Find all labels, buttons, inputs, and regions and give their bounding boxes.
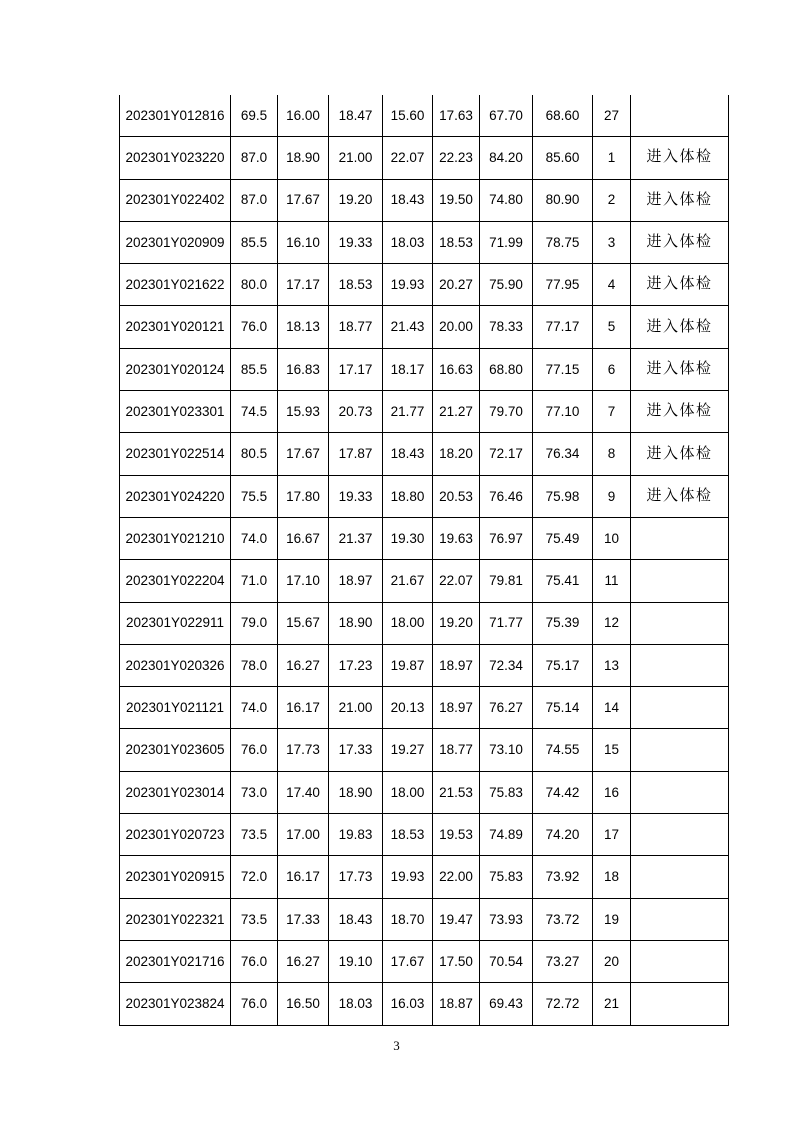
score-1-cell: 17.67 xyxy=(278,179,329,221)
table-row xyxy=(120,771,729,813)
rank-cell: 2 xyxy=(593,179,631,221)
table-row xyxy=(120,856,729,898)
score-2-cell: 18.43 xyxy=(329,898,383,940)
table-row xyxy=(120,95,729,137)
interview-score-cell: 85.5 xyxy=(231,221,278,263)
score-2-cell: 18.03 xyxy=(329,983,383,1025)
results-table xyxy=(119,95,729,1026)
interview-score-cell: 80.0 xyxy=(231,264,278,306)
total-score-cell: 78.75 xyxy=(533,221,593,263)
score-1-cell: 16.50 xyxy=(278,983,329,1025)
score-1-cell: 15.67 xyxy=(278,602,329,644)
results-table-body xyxy=(120,95,729,1025)
rank-cell: 27 xyxy=(593,95,631,137)
score-3-cell: 21.77 xyxy=(383,391,433,433)
rank-cell: 3 xyxy=(593,221,631,263)
status-cell: 进入体检 xyxy=(631,306,729,348)
total-score-cell: 77.15 xyxy=(533,348,593,390)
score-3-cell: 21.67 xyxy=(383,560,433,602)
score-5-cell: 69.43 xyxy=(480,983,533,1025)
status-cell xyxy=(631,898,729,940)
score-3-cell: 18.53 xyxy=(383,814,433,856)
table-row xyxy=(120,137,729,179)
candidate-id-cell: 202301Y021716 xyxy=(120,940,231,982)
score-1-cell: 15.93 xyxy=(278,391,329,433)
interview-score-cell: 73.5 xyxy=(231,898,278,940)
status-cell xyxy=(631,983,729,1025)
score-1-cell: 16.27 xyxy=(278,644,329,686)
table-row xyxy=(120,983,729,1025)
interview-score-cell: 87.0 xyxy=(231,179,278,221)
score-3-cell: 19.87 xyxy=(383,644,433,686)
score-2-cell: 21.00 xyxy=(329,687,383,729)
score-1-cell: 16.17 xyxy=(278,856,329,898)
score-5-cell: 76.97 xyxy=(480,517,533,559)
score-1-cell: 17.33 xyxy=(278,898,329,940)
score-4-cell: 18.97 xyxy=(433,687,480,729)
score-5-cell: 84.20 xyxy=(480,137,533,179)
score-5-cell: 67.70 xyxy=(480,95,533,137)
status-cell: 进入体检 xyxy=(631,391,729,433)
score-4-cell: 20.27 xyxy=(433,264,480,306)
total-score-cell: 73.92 xyxy=(533,856,593,898)
total-score-cell: 74.42 xyxy=(533,771,593,813)
table-row xyxy=(120,179,729,221)
status-cell xyxy=(631,814,729,856)
score-4-cell: 19.20 xyxy=(433,602,480,644)
rank-cell: 5 xyxy=(593,306,631,348)
candidate-id-cell: 202301Y022204 xyxy=(120,560,231,602)
score-4-cell: 21.27 xyxy=(433,391,480,433)
total-score-cell: 76.34 xyxy=(533,433,593,475)
table-row xyxy=(120,687,729,729)
score-3-cell: 18.03 xyxy=(383,221,433,263)
candidate-id-cell: 202301Y024220 xyxy=(120,475,231,517)
table-row xyxy=(120,729,729,771)
score-4-cell: 20.53 xyxy=(433,475,480,517)
interview-score-cell: 74.5 xyxy=(231,391,278,433)
rank-cell: 7 xyxy=(593,391,631,433)
score-5-cell: 76.27 xyxy=(480,687,533,729)
rank-cell: 18 xyxy=(593,856,631,898)
candidate-id-cell: 202301Y022402 xyxy=(120,179,231,221)
interview-score-cell: 76.0 xyxy=(231,983,278,1025)
score-3-cell: 19.93 xyxy=(383,264,433,306)
score-2-cell: 19.83 xyxy=(329,814,383,856)
score-3-cell: 18.17 xyxy=(383,348,433,390)
rank-cell: 15 xyxy=(593,729,631,771)
score-4-cell: 17.63 xyxy=(433,95,480,137)
score-2-cell: 17.87 xyxy=(329,433,383,475)
interview-score-cell: 76.0 xyxy=(231,729,278,771)
status-cell: 进入体检 xyxy=(631,475,729,517)
candidate-id-cell: 202301Y022911 xyxy=(120,602,231,644)
rank-cell: 10 xyxy=(593,517,631,559)
score-4-cell: 19.63 xyxy=(433,517,480,559)
score-3-cell: 18.43 xyxy=(383,433,433,475)
interview-score-cell: 72.0 xyxy=(231,856,278,898)
status-cell xyxy=(631,560,729,602)
candidate-id-cell: 202301Y021210 xyxy=(120,517,231,559)
candidate-id-cell: 202301Y020124 xyxy=(120,348,231,390)
candidate-id-cell: 202301Y021121 xyxy=(120,687,231,729)
score-3-cell: 17.67 xyxy=(383,940,433,982)
score-3-cell: 19.27 xyxy=(383,729,433,771)
status-cell xyxy=(631,95,729,137)
score-4-cell: 22.23 xyxy=(433,137,480,179)
table-row xyxy=(120,433,729,475)
score-4-cell: 18.20 xyxy=(433,433,480,475)
status-cell: 进入体检 xyxy=(631,179,729,221)
score-5-cell: 72.34 xyxy=(480,644,533,686)
score-1-cell: 17.67 xyxy=(278,433,329,475)
score-4-cell: 18.77 xyxy=(433,729,480,771)
score-4-cell: 22.07 xyxy=(433,560,480,602)
score-1-cell: 16.00 xyxy=(278,95,329,137)
candidate-id-cell: 202301Y020326 xyxy=(120,644,231,686)
score-2-cell: 19.33 xyxy=(329,475,383,517)
score-1-cell: 17.40 xyxy=(278,771,329,813)
score-3-cell: 16.03 xyxy=(383,983,433,1025)
score-5-cell: 73.93 xyxy=(480,898,533,940)
score-3-cell: 19.93 xyxy=(383,856,433,898)
total-score-cell: 77.95 xyxy=(533,264,593,306)
score-5-cell: 79.70 xyxy=(480,391,533,433)
footer-page-number: 3 xyxy=(393,1038,400,1053)
score-2-cell: 21.00 xyxy=(329,137,383,179)
total-score-cell: 73.27 xyxy=(533,940,593,982)
score-1-cell: 18.90 xyxy=(278,137,329,179)
status-cell: 进入体检 xyxy=(631,433,729,475)
candidate-id-cell: 202301Y022514 xyxy=(120,433,231,475)
table-row xyxy=(120,391,729,433)
score-3-cell: 18.80 xyxy=(383,475,433,517)
score-1-cell: 16.10 xyxy=(278,221,329,263)
score-2-cell: 17.17 xyxy=(329,348,383,390)
score-5-cell: 75.83 xyxy=(480,771,533,813)
interview-score-cell: 87.0 xyxy=(231,137,278,179)
candidate-id-cell: 202301Y023014 xyxy=(120,771,231,813)
score-3-cell: 18.00 xyxy=(383,602,433,644)
rank-cell: 8 xyxy=(593,433,631,475)
score-4-cell: 19.53 xyxy=(433,814,480,856)
rank-cell: 6 xyxy=(593,348,631,390)
score-4-cell: 18.87 xyxy=(433,983,480,1025)
score-5-cell: 73.10 xyxy=(480,729,533,771)
score-5-cell: 70.54 xyxy=(480,940,533,982)
score-4-cell: 19.50 xyxy=(433,179,480,221)
score-2-cell: 18.47 xyxy=(329,95,383,137)
table-row xyxy=(120,517,729,559)
rank-cell: 13 xyxy=(593,644,631,686)
score-5-cell: 71.99 xyxy=(480,221,533,263)
interview-score-cell: 69.5 xyxy=(231,95,278,137)
table-row xyxy=(120,644,729,686)
score-2-cell: 19.20 xyxy=(329,179,383,221)
interview-score-cell: 76.0 xyxy=(231,306,278,348)
total-score-cell: 85.60 xyxy=(533,137,593,179)
total-score-cell: 68.60 xyxy=(533,95,593,137)
score-1-cell: 16.27 xyxy=(278,940,329,982)
score-2-cell: 17.73 xyxy=(329,856,383,898)
score-4-cell: 21.53 xyxy=(433,771,480,813)
score-2-cell: 20.73 xyxy=(329,391,383,433)
score-3-cell: 18.70 xyxy=(383,898,433,940)
rank-cell: 1 xyxy=(593,137,631,179)
score-2-cell: 18.77 xyxy=(329,306,383,348)
status-cell xyxy=(631,856,729,898)
score-4-cell: 22.00 xyxy=(433,856,480,898)
interview-score-cell: 75.5 xyxy=(231,475,278,517)
score-2-cell: 19.33 xyxy=(329,221,383,263)
interview-score-cell: 74.0 xyxy=(231,687,278,729)
score-1-cell: 16.17 xyxy=(278,687,329,729)
rank-cell: 12 xyxy=(593,602,631,644)
table-row xyxy=(120,940,729,982)
score-2-cell: 17.23 xyxy=(329,644,383,686)
candidate-id-cell: 202301Y020121 xyxy=(120,306,231,348)
score-3-cell: 19.30 xyxy=(383,517,433,559)
score-2-cell: 18.90 xyxy=(329,602,383,644)
interview-score-cell: 74.0 xyxy=(231,517,278,559)
score-3-cell: 21.43 xyxy=(383,306,433,348)
interview-score-cell: 76.0 xyxy=(231,940,278,982)
total-score-cell: 75.49 xyxy=(533,517,593,559)
status-cell xyxy=(631,940,729,982)
score-5-cell: 74.89 xyxy=(480,814,533,856)
table-row xyxy=(120,306,729,348)
score-5-cell: 76.46 xyxy=(480,475,533,517)
score-1-cell: 17.17 xyxy=(278,264,329,306)
status-cell: 进入体检 xyxy=(631,221,729,263)
score-5-cell: 71.77 xyxy=(480,602,533,644)
score-4-cell: 19.47 xyxy=(433,898,480,940)
interview-score-cell: 71.0 xyxy=(231,560,278,602)
score-4-cell: 20.00 xyxy=(433,306,480,348)
interview-score-cell: 80.5 xyxy=(231,433,278,475)
total-score-cell: 80.90 xyxy=(533,179,593,221)
score-3-cell: 15.60 xyxy=(383,95,433,137)
total-score-cell: 75.98 xyxy=(533,475,593,517)
status-cell xyxy=(631,602,729,644)
status-cell xyxy=(631,517,729,559)
total-score-cell: 74.20 xyxy=(533,814,593,856)
score-5-cell: 75.90 xyxy=(480,264,533,306)
status-cell xyxy=(631,644,729,686)
score-3-cell: 22.07 xyxy=(383,137,433,179)
total-score-cell: 75.39 xyxy=(533,602,593,644)
status-cell xyxy=(631,687,729,729)
candidate-id-cell: 202301Y021622 xyxy=(120,264,231,306)
candidate-id-cell: 202301Y020909 xyxy=(120,221,231,263)
total-score-cell: 75.17 xyxy=(533,644,593,686)
score-1-cell: 17.10 xyxy=(278,560,329,602)
score-1-cell: 17.00 xyxy=(278,814,329,856)
rank-cell: 16 xyxy=(593,771,631,813)
status-cell: 进入体检 xyxy=(631,137,729,179)
table-row xyxy=(120,264,729,306)
total-score-cell: 77.10 xyxy=(533,391,593,433)
rank-cell: 14 xyxy=(593,687,631,729)
table-row xyxy=(120,898,729,940)
score-2-cell: 19.10 xyxy=(329,940,383,982)
score-4-cell: 18.53 xyxy=(433,221,480,263)
table-row xyxy=(120,560,729,602)
score-3-cell: 20.13 xyxy=(383,687,433,729)
score-1-cell: 17.80 xyxy=(278,475,329,517)
rank-cell: 19 xyxy=(593,898,631,940)
score-5-cell: 75.83 xyxy=(480,856,533,898)
total-score-cell: 77.17 xyxy=(533,306,593,348)
score-5-cell: 79.81 xyxy=(480,560,533,602)
score-2-cell: 18.90 xyxy=(329,771,383,813)
total-score-cell: 75.14 xyxy=(533,687,593,729)
rank-cell: 20 xyxy=(593,940,631,982)
rank-cell: 4 xyxy=(593,264,631,306)
status-cell xyxy=(631,771,729,813)
table-row xyxy=(120,814,729,856)
score-5-cell: 78.33 xyxy=(480,306,533,348)
total-score-cell: 75.41 xyxy=(533,560,593,602)
candidate-id-cell: 202301Y012816 xyxy=(120,95,231,137)
score-5-cell: 68.80 xyxy=(480,348,533,390)
candidate-id-cell: 202301Y023220 xyxy=(120,137,231,179)
candidate-id-cell: 202301Y020723 xyxy=(120,814,231,856)
score-3-cell: 18.43 xyxy=(383,179,433,221)
score-1-cell: 17.73 xyxy=(278,729,329,771)
score-2-cell: 18.97 xyxy=(329,560,383,602)
interview-score-cell: 73.5 xyxy=(231,814,278,856)
score-1-cell: 16.67 xyxy=(278,517,329,559)
status-cell xyxy=(631,729,729,771)
score-4-cell: 18.97 xyxy=(433,644,480,686)
status-cell: 进入体检 xyxy=(631,348,729,390)
candidate-id-cell: 202301Y023824 xyxy=(120,983,231,1025)
rank-cell: 21 xyxy=(593,983,631,1025)
score-2-cell: 17.33 xyxy=(329,729,383,771)
score-4-cell: 17.50 xyxy=(433,940,480,982)
table-row xyxy=(120,475,729,517)
score-2-cell: 21.37 xyxy=(329,517,383,559)
score-3-cell: 18.00 xyxy=(383,771,433,813)
score-5-cell: 74.80 xyxy=(480,179,533,221)
total-score-cell: 72.72 xyxy=(533,983,593,1025)
total-score-cell: 74.55 xyxy=(533,729,593,771)
score-1-cell: 16.83 xyxy=(278,348,329,390)
table-row xyxy=(120,348,729,390)
total-score-cell: 73.72 xyxy=(533,898,593,940)
candidate-id-cell: 202301Y020915 xyxy=(120,856,231,898)
status-cell: 进入体检 xyxy=(631,264,729,306)
interview-score-cell: 85.5 xyxy=(231,348,278,390)
rank-cell: 9 xyxy=(593,475,631,517)
score-5-cell: 72.17 xyxy=(480,433,533,475)
candidate-id-cell: 202301Y023605 xyxy=(120,729,231,771)
score-2-cell: 18.53 xyxy=(329,264,383,306)
interview-score-cell: 79.0 xyxy=(231,602,278,644)
candidate-id-cell: 202301Y022321 xyxy=(120,898,231,940)
score-1-cell: 18.13 xyxy=(278,306,329,348)
interview-score-cell: 78.0 xyxy=(231,644,278,686)
rank-cell: 17 xyxy=(593,814,631,856)
table-row xyxy=(120,602,729,644)
interview-score-cell: 73.0 xyxy=(231,771,278,813)
candidate-id-cell: 202301Y023301 xyxy=(120,391,231,433)
rank-cell: 11 xyxy=(593,560,631,602)
score-4-cell: 16.63 xyxy=(433,348,480,390)
table-row xyxy=(120,221,729,263)
